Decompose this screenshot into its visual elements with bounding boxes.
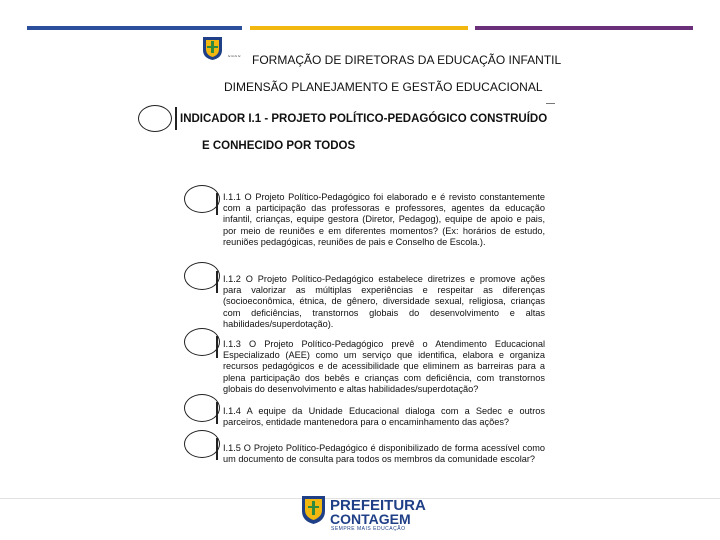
header-bar-gold (250, 26, 468, 30)
indicator-item-2: I.1.2 O Projeto Político-Pedagógico estabelece diretrizes e promove ações para valorizar as múltiplas experiências e respeitar as diferenças (socioeconômica, étnica, de gênero, diversidade sexual, religiosa, crianças com deficiências, transtornos globais do desenvolvimento e altas habilidades/superdotação). (223, 274, 545, 329)
item-1-bracket (216, 193, 218, 215)
item-4-bracket (216, 402, 218, 424)
indicator-bracket (175, 107, 177, 130)
indicator-heading-cont: E CONHECIDO POR TODOS (202, 140, 356, 152)
item-4-oval (184, 394, 220, 422)
item-3-bracket (216, 336, 218, 358)
item-1-oval (184, 185, 220, 213)
decorative-dots: ˜˜˜˜ (228, 56, 242, 63)
indicator-heading: INDICADOR I.1 - PROJETO POLÍTICO-PEDAGÓGICO CONSTRUÍDO (180, 113, 548, 125)
contagem-crest-icon (201, 36, 224, 61)
indicator-item-3: I.1.3 O Projeto Político-Pedagógico prevê o Atendimento Educacional Especializado (AEE) como um serviço que identifica, elabora e organiza recursos pedagógicos e de acessibilidade que eliminem as barreiras para a plena participação dos bebês e crianças com deficiência, com transtornos globais do desenvolvimento e altas habilidades/superdotação? (223, 339, 545, 394)
footer-logo-prefeitura: PREFEITURA (330, 497, 426, 514)
item-5-oval (184, 430, 220, 458)
indicator-item-5: I.1.5 O Projeto Político-Pedagógico é disponibilizado de forma acessível como um documento de consulta para todos os membros da comunidade escolar? (223, 443, 545, 465)
item-3-oval (184, 328, 220, 356)
item-2-bracket (216, 271, 218, 293)
prefeitura-shield-icon (301, 495, 326, 525)
indicator-item-1: I.1.1 O Projeto Político-Pedagógico foi elaborado e é revisto constantemente com a participação das professoras e professores, agentes da educação infantil, crianças, equipe gestora (Diretor, Pedagog), equipe de apoio e pais, por meio de reuniões e em diferentes momentos? (Ex: horários de estudo, reuniões pedagógicas, reuniões de pais e Conselho de Escola.). (223, 192, 545, 247)
footer-logo-tagline: SEMPRE MAIS EDUCAÇÃO (331, 526, 406, 532)
item-2-oval (184, 262, 220, 290)
header-bar-blue (27, 26, 242, 30)
footer-logo-contagem: CONTAGEM (330, 511, 411, 527)
indicator-item-4: I.1.4 A equipe da Unidade Educacional dialoga com a Sedec e outros parceiros, entidade mantenedora para o encaminhamento das ações? (223, 406, 545, 428)
indicator-oval (138, 105, 172, 132)
header-bar-purple (475, 26, 693, 30)
page-subtitle: DIMENSÃO PLANEJAMENTO E GESTÃO EDUCACIONAL (224, 80, 543, 94)
item-5-bracket (216, 438, 218, 460)
divider-mark (546, 103, 555, 104)
page-title: FORMAÇÃO DE DIRETORAS DA EDUCAÇÃO INFANTIL (252, 53, 562, 67)
